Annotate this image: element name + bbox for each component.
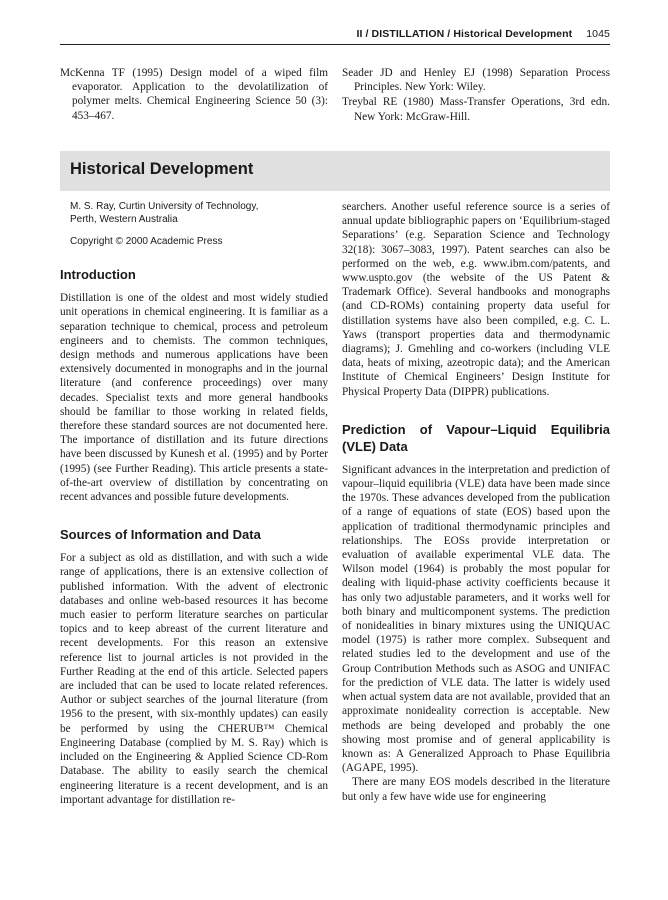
prediction-text-2: There are many EOS models described in the literature but only a few have wide use for engineering <box>342 776 610 803</box>
prediction-text: Significant advances in the interpretation and prediction of vapour–liquid equilibria (VLE) data have been made since the 1970s. These advances developed from the publication of a range of equations of state (EOS) based upon the application of traditional thermodynamic principles and relationships. The EOSs provide interpretation or evaluation of available experimental VLE data. The Wilson model (1964) is probably the most popular for dealing with liquid-phase activity coefficients because it has only two adjustable parameters, and it works well for both binary and multicomponent systems. The prediction of nonidealities in binary mixtures using the UNIQUAC model (1975) is rather more complex. Subsequent and related studies led to the development and use of the Group Contribution Methods such as ASOG and UNIFAC for the prediction of VLE data. The latter is widely used when actual system data are not available, provided that an approximate nonideality correction is acceptable. New methods are being developed and probably the one showing most promise and of general applicability is known as: A Generalized Approach to Phase Equilibria (AGAPE, 1995). <box>342 463 610 775</box>
author-affiliation <box>60 200 328 226</box>
article-title: Historical Development <box>70 160 254 178</box>
author-line-2: Perth, Western Australia <box>70 214 178 225</box>
reference-item: Treybal RE (1980) Mass-Transfer Operations, 3rd edn. New York: McGraw-Hill. <box>342 96 610 123</box>
references-left <box>60 66 328 124</box>
article-title-banner <box>60 151 610 191</box>
sources-heading: Sources of Information and Data <box>60 527 261 543</box>
reference-item: McKenna TF (1995) Design model of a wiped film evaporator. Application to the devolatilization of polymer melts. Chemical Engineering Science 50 (3): 453–467. <box>60 67 328 122</box>
running-header <box>356 28 610 40</box>
copyright-notice: Copyright © 2000 Academic Press <box>70 236 223 247</box>
sources-text: For a subject as old as distillation, and with such a wide range of applications, there is an extensive collection of published information. With the advent of electronic databases and online web-based resources it has become much easier to perform literature searches on particular topics and to keep abreast of the current literature and recent developments. For this reason an extensive reference list to journal articles is not provided in the Further Reading at the end of this article. Selected papers are included that can be used to locate related references. Author or subject searches of the journal literature (from 1956 to the present, with six-monthly updates) can easily be performed by using the CHERUB™ Chemical Engineering Database (complied by M. S. Ray) which is included on the Engineering & Applied Science CD-Rom Database. The ability to easily search the chemical engineering literature is a recent development, and is an important advantage for distillation re- <box>60 552 328 806</box>
introduction-text: Distillation is one of the oldest and most widely studied unit operations in chemical engineering. It is familiar as a separation technique to chemical, process and petroleum engineers and to chemists. The common techniques, design methods and numerous applications have been extensively documented in monographs and in the journal literature (and conference proceedings) over many decades. Specialist texts and more general handbooks should be familiar to those working in related fields, therefore these standard sources are not documented here. The importance of distillation and its future directions have been discussed by Kunesh et al. (1995) and by Porter (1995) (see Further Reading). This article presents a state-of-the-art overview of distillation by concentrating on recent advances and possible future developments. <box>60 292 328 504</box>
left-column <box>60 200 328 807</box>
running-title: II / DISTILLATION / Historical Development <box>356 28 573 40</box>
reference-item: Seader JD and Henley EJ (1998) Separation Process Principles. New York: Wiley. <box>342 67 610 94</box>
sources-continuation: searchers. Another useful reference source is a series of annual update bibliographic papers on ‘Equilibrium-staged Separations’ (e.g. Separation Science and Technology 32(18): 3067–3083, 1997). Patent searches can also be performed on the web, e.g. www.ibm.com/patents, and www.uspto.gov (the website of the US Patent & Trademark Office). Several handbooks and monographs (and CD-ROMs) containing property data useful for distillation systems have also been compiled, e.g. C. L. Yaws (transport properties data and thermodynamic diagrams); J. Gmehling and co-workers (including VLE data, heats of mixing, azeotropic data); and the American Institute of Chemical Engineers’ Design Institute for Physical Property Data (DIPPR) publications. <box>342 201 610 398</box>
author-line-1: M. S. Ray, Curtin University of Technology, <box>70 201 259 212</box>
page-number: 1045 <box>586 28 610 40</box>
right-column <box>342 200 610 804</box>
references-right <box>342 66 610 125</box>
introduction-heading: Introduction <box>60 267 136 283</box>
header-rule <box>60 44 610 45</box>
prediction-heading: Prediction of Vapour–Liquid Equilibria (VLE) Data <box>342 421 610 454</box>
